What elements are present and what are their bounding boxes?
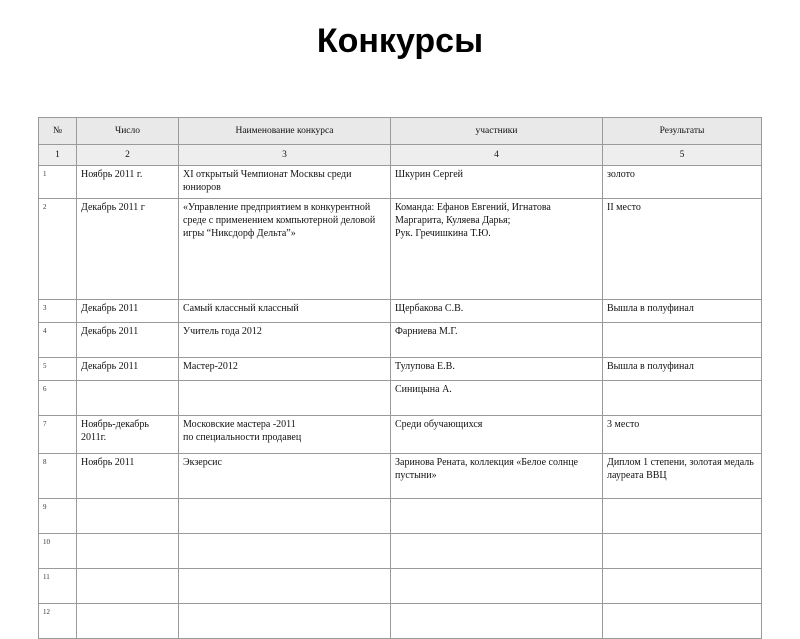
column-number: 4	[391, 145, 603, 166]
participants-cell: Среди обучающихся	[391, 416, 603, 454]
table-row	[39, 499, 762, 534]
result-cell: Вышла в полуфинал	[603, 358, 762, 381]
date-cell: Ноябрь 2011 г.	[77, 166, 179, 199]
table-row	[39, 166, 762, 199]
participants-cell	[391, 604, 603, 639]
date-cell	[77, 499, 179, 534]
row-index: 8	[39, 454, 77, 499]
date-cell: Декабрь 2011	[77, 300, 179, 323]
row-index: 11	[39, 569, 77, 604]
row-index: 9	[39, 499, 77, 534]
column-number: 5	[603, 145, 762, 166]
table-row	[39, 358, 762, 381]
result-cell	[603, 569, 762, 604]
table-row	[39, 569, 762, 604]
table-row	[39, 381, 762, 416]
row-index: 12	[39, 604, 77, 639]
column-number: 3	[179, 145, 391, 166]
contest-name-cell	[179, 569, 391, 604]
table-row	[39, 534, 762, 569]
row-index: 2	[39, 199, 77, 300]
participants-cell: Шкурин Сергей	[391, 166, 603, 199]
header-contest-name: Наименование конкурса	[179, 118, 391, 145]
contest-name-cell	[179, 499, 391, 534]
participants-cell: Тулупова Е.В.	[391, 358, 603, 381]
header-date: Число	[77, 118, 179, 145]
contest-name-cell: Мастер-2012	[179, 358, 391, 381]
participants-cell: Заринова Рената, коллекция «Белое солнце пустыни»	[391, 454, 603, 499]
participants-cell	[391, 499, 603, 534]
result-cell	[603, 604, 762, 639]
result-cell: II место	[603, 199, 762, 300]
header-number: №	[39, 118, 77, 145]
result-cell: золото	[603, 166, 762, 199]
contests-table	[38, 117, 762, 639]
date-cell	[77, 534, 179, 569]
result-cell	[603, 323, 762, 358]
date-cell: Ноябрь-декабрь 2011г.	[77, 416, 179, 454]
contest-name-cell	[179, 604, 391, 639]
header-participants: участники	[391, 118, 603, 145]
participants-cell	[391, 534, 603, 569]
date-cell	[77, 569, 179, 604]
row-index: 5	[39, 358, 77, 381]
result-cell	[603, 499, 762, 534]
table-row	[39, 323, 762, 358]
date-cell: Декабрь 2011 г	[77, 199, 179, 300]
result-cell: Диплом 1 степени, золотая медаль лауреата ВВЦ	[603, 454, 762, 499]
row-index: 10	[39, 534, 77, 569]
page-title: Конкурсы	[316, 22, 484, 60]
contest-name-cell	[179, 381, 391, 416]
contest-name-cell: Экзерсис	[179, 454, 391, 499]
header-results: Результаты	[603, 118, 762, 145]
contest-name-cell: «Управление предприятием в конкурентной среде с применением компьютерной деловой игры “Никсдорф Дельта”»	[179, 199, 391, 300]
contest-name-cell: Московские мастера -2011 по специальности продавец	[179, 416, 391, 454]
result-cell	[603, 534, 762, 569]
participants-cell: Щербакова С.В.	[391, 300, 603, 323]
table-row	[39, 604, 762, 639]
participants-cell: Фарниева М.Г.	[391, 323, 603, 358]
column-number-row	[39, 145, 762, 166]
date-cell: Декабрь 2011	[77, 358, 179, 381]
row-index: 3	[39, 300, 77, 323]
table-row	[39, 300, 762, 323]
table-row	[39, 416, 762, 454]
contest-name-cell: XI открытый Чемпионат Москвы среди юниоров	[179, 166, 391, 199]
contest-name-cell: Учитель года 2012	[179, 323, 391, 358]
date-cell: Ноябрь 2011	[77, 454, 179, 499]
result-cell: Вышла в полуфинал	[603, 300, 762, 323]
participants-cell	[391, 569, 603, 604]
result-cell: 3 место	[603, 416, 762, 454]
participants-cell: Синицына А.	[391, 381, 603, 416]
header-row	[39, 118, 762, 145]
table-row	[39, 454, 762, 499]
participants-cell: Команда: Ефанов Евгений, Игнатова Маргарита, Куляева Дарья; Рук. Гречишкина Т.Ю.	[391, 199, 603, 300]
column-number: 2	[77, 145, 179, 166]
result-cell	[603, 381, 762, 416]
contest-name-cell: Самый классный классный	[179, 300, 391, 323]
date-cell	[77, 604, 179, 639]
row-index: 7	[39, 416, 77, 454]
table-row	[39, 199, 762, 300]
date-cell	[77, 381, 179, 416]
date-cell: Декабрь 2011	[77, 323, 179, 358]
row-index: 1	[39, 166, 77, 199]
contest-name-cell	[179, 534, 391, 569]
row-index: 6	[39, 381, 77, 416]
column-number: 1	[39, 145, 77, 166]
row-index: 4	[39, 323, 77, 358]
